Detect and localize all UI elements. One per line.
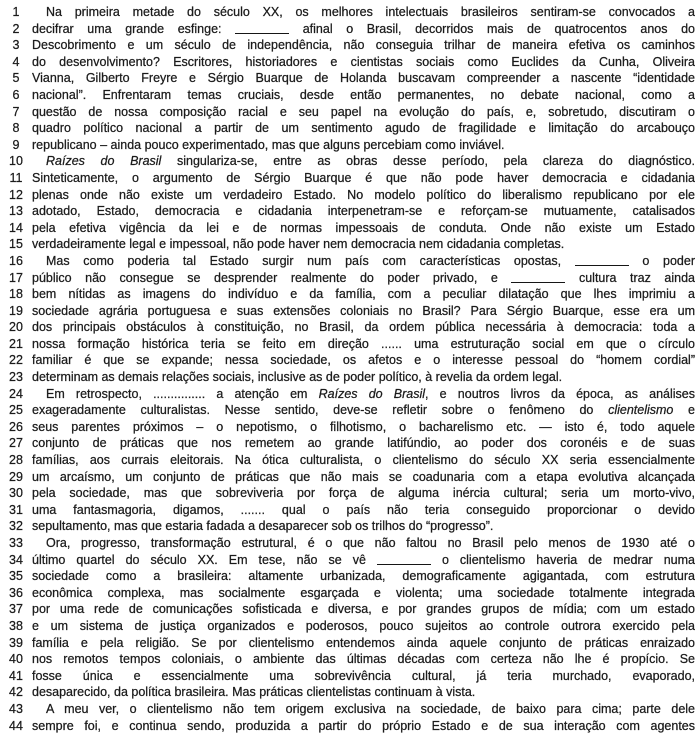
text-segment: , e noutros livros da época, as análises bbox=[425, 386, 695, 401]
text-line bbox=[4, 236, 695, 253]
text-line bbox=[4, 220, 695, 237]
line-number: 30 bbox=[9, 486, 23, 501]
line-number: 27 bbox=[9, 436, 23, 451]
text-line bbox=[4, 502, 695, 519]
line-number: 1 bbox=[12, 5, 20, 19]
line-number: 20 bbox=[9, 320, 23, 335]
line-text bbox=[32, 386, 695, 403]
line-text bbox=[32, 469, 695, 486]
line-number: 26 bbox=[9, 419, 23, 434]
line-text bbox=[32, 352, 695, 369]
line-text bbox=[32, 718, 695, 735]
text-segment: o poder bbox=[628, 253, 695, 268]
line-text bbox=[32, 4, 695, 21]
line-number: 41 bbox=[9, 668, 23, 683]
text-line bbox=[4, 120, 695, 137]
text-segment: A meu ver, o clientelismo não tem origem exclusiva na sociedade, de baixo para cima; parte dele bbox=[46, 701, 695, 716]
line-number: 11 bbox=[9, 170, 23, 185]
line-text bbox=[32, 585, 695, 602]
line-text bbox=[32, 535, 695, 552]
line-text bbox=[32, 552, 695, 569]
line-number: 14 bbox=[9, 220, 23, 235]
line-text bbox=[32, 502, 695, 519]
text-segment: conjunto de práticas que nos remetem ao grande latifúndio, ao poder dos coronéis e de suas bbox=[32, 436, 695, 451]
line-text bbox=[32, 236, 695, 253]
text-line bbox=[4, 369, 695, 386]
text-line bbox=[4, 684, 695, 701]
text-line bbox=[4, 319, 695, 336]
line-number: 21 bbox=[9, 336, 23, 351]
line-number: 3 bbox=[12, 38, 20, 53]
line-number: 24 bbox=[9, 386, 23, 401]
text-segment: Raízes do Brasil bbox=[318, 386, 426, 401]
line-text bbox=[32, 37, 695, 54]
text-segment: família e pela religião. Se por clientelismo entendemos ainda aquele conjunto de práticas enraizado bbox=[32, 635, 695, 650]
text-segment: do desenvolvimento? Escritores, historiadores e cientistas sociais como Euclides da Cunha, Oliveira bbox=[32, 54, 695, 69]
line-number: 42 bbox=[9, 685, 23, 700]
text-segment: Ora, progresso, transformação estrutural, é o que não faltou no Brasil pelo menos de 1930 até o bbox=[46, 536, 695, 550]
text-line bbox=[4, 452, 695, 469]
line-text bbox=[32, 220, 695, 237]
text-line bbox=[4, 270, 695, 287]
text-segment: desaparecido, da política brasileira. Mas práticas clientelistas continuam à vista. bbox=[32, 685, 476, 700]
text-segment: republicano – ainda pouco experimentado, mas que alguns percebiam como inviável. bbox=[32, 137, 505, 152]
line-text bbox=[32, 435, 695, 452]
text-line bbox=[4, 303, 695, 320]
line-number: 28 bbox=[9, 453, 23, 468]
line-number: 25 bbox=[9, 403, 23, 418]
line-number: 12 bbox=[9, 187, 23, 202]
text-segment: Vianna, Gilberto Freyre e Sérgio Buarque de Holanda buscavam compreender a nascente “identidade bbox=[32, 71, 695, 86]
text-line bbox=[4, 187, 695, 204]
line-text bbox=[32, 286, 695, 303]
text-segment: bem nítidas as imagens do indivíduo e da família, com a peculiar dilatação que lhes imprimiu a bbox=[32, 287, 695, 302]
text-line bbox=[4, 635, 695, 652]
text-line bbox=[4, 37, 695, 54]
text-line bbox=[4, 386, 695, 403]
line-number: 18 bbox=[9, 287, 23, 302]
text-segment: um arcaísmo, um conjunto de práticas que não mais se coadunaria com a etapa evolutiva alcançada bbox=[32, 469, 695, 484]
line-number: 8 bbox=[12, 121, 20, 136]
text-segment: sepultamento, mas que estaria fadada a desaparecer sob os trilhos do “progresso”. bbox=[32, 519, 494, 534]
line-text bbox=[32, 270, 695, 287]
line-number: 15 bbox=[9, 237, 23, 252]
line-text bbox=[32, 618, 695, 635]
line-number: 43 bbox=[9, 701, 23, 716]
text-line bbox=[4, 419, 695, 436]
text-segment: e um sistema de justiça organizados e poderosos, pouco sujeitos ao controle outrora exercido pela bbox=[32, 618, 695, 633]
text-line bbox=[4, 535, 695, 552]
line-text bbox=[32, 303, 695, 320]
text-line bbox=[4, 4, 695, 21]
text-line bbox=[4, 153, 695, 170]
text-segment: Em retrospecto, ............... a atenção em bbox=[46, 386, 319, 401]
text-line bbox=[4, 718, 695, 735]
line-text bbox=[32, 203, 695, 220]
text-line bbox=[4, 104, 695, 121]
text-segment: afinal o Brasil, decorridos mais de quatrocentos anos do bbox=[289, 21, 695, 36]
line-text bbox=[32, 485, 695, 502]
text-line bbox=[4, 170, 695, 187]
text-segment: quadro político nacional a partir de um sentimento agudo de fragilidade e limitação do arcabouço bbox=[32, 121, 695, 136]
line-number: 40 bbox=[9, 652, 23, 667]
line-text bbox=[32, 651, 695, 668]
text-segment: dos principais obstáculos à constituição, no Brasil, da ordem pública necessária à democracia: toda a bbox=[32, 320, 695, 335]
fill-in-blank-line bbox=[377, 562, 431, 565]
text-line bbox=[4, 137, 695, 154]
line-number: 22 bbox=[9, 353, 23, 368]
text-line bbox=[4, 701, 695, 718]
line-number: 17 bbox=[9, 270, 23, 285]
text-segment: sociedade agrária portuguesa e suas extensões coloniais no Brasil? Para Sérgio Buarque, esse era um bbox=[32, 303, 695, 318]
text-line bbox=[4, 402, 695, 419]
text-segment: último quartel do século XX. Em tese, não se vê bbox=[32, 552, 377, 567]
line-text bbox=[32, 87, 695, 104]
text-line bbox=[4, 203, 695, 220]
fill-in-blank-line bbox=[235, 31, 289, 34]
line-number: 7 bbox=[12, 104, 20, 119]
text-line bbox=[4, 568, 695, 585]
line-text bbox=[32, 701, 695, 718]
line-text bbox=[32, 104, 695, 121]
line-text bbox=[32, 601, 695, 618]
text-line bbox=[4, 435, 695, 452]
line-text bbox=[32, 452, 695, 469]
text-segment: clientelismo bbox=[608, 403, 674, 418]
text-line bbox=[4, 352, 695, 369]
line-text bbox=[32, 21, 695, 38]
line-number: 33 bbox=[9, 536, 23, 550]
line-number: 37 bbox=[9, 602, 23, 617]
text-segment: nos remotos tempos coloniais, o ambiente das últimas décadas com certeza não lhe é propício. Se bbox=[32, 652, 695, 667]
text-lines bbox=[4, 4, 695, 734]
text-segment: uma fantasmagoria, digamos, ....... qual o país não teria conseguido proporcionar o devido bbox=[32, 502, 695, 517]
line-text bbox=[32, 137, 695, 154]
text-line bbox=[4, 70, 695, 87]
line-number: 9 bbox=[12, 137, 20, 152]
line-text bbox=[32, 336, 695, 353]
line-text bbox=[32, 518, 695, 535]
text-segment: singulariza-se, entre as obras desse período, pela clareza do diagnóstico. bbox=[161, 154, 695, 169]
text-segment: nossa formação histórica teria se feito em direção ...... uma estruturação social em que o círculo bbox=[32, 336, 695, 351]
line-number: 13 bbox=[9, 204, 23, 219]
line-text bbox=[32, 170, 695, 187]
text-segment: plenas onde não existe um verdadeiro Estado. No modelo político do liberalismo republicano por ele bbox=[32, 187, 695, 202]
text-segment: Na primeira metade do século XX, os melhores intelectuais brasileiros sentiram-se convocados a bbox=[46, 5, 695, 19]
text-segment: famílias, aos currais eleitorais. Na ótica culturalista, o clientelismo do século XX seria essencialmente bbox=[32, 453, 695, 468]
text-segment: o clientelismo haveria de medrar numa bbox=[430, 552, 695, 567]
text-segment: e bbox=[673, 403, 695, 418]
line-number: 39 bbox=[9, 635, 23, 650]
text-line bbox=[4, 54, 695, 71]
line-text bbox=[32, 668, 695, 685]
line-text bbox=[32, 419, 695, 436]
text-line bbox=[4, 253, 695, 270]
line-number: 10 bbox=[9, 154, 23, 169]
fill-in-blank-line bbox=[511, 280, 565, 283]
text-segment: nacional”. Enfrentaram temas cruciais, desde então permanentes, no debate nacional, como a bbox=[32, 87, 695, 102]
text-segment: econômica complexa, mas socialmente esgarçada e violenta; uma sociedade totalmente integrada bbox=[32, 585, 695, 600]
line-number: 36 bbox=[9, 585, 23, 600]
line-text bbox=[32, 153, 695, 170]
text-segment: sempre foi, e continua sendo, produzida a partir do próprio Estado e de sua interação com agentes bbox=[32, 718, 695, 733]
text-segment: seus parentes próximos – o nepotismo, o filhotismo, o bacharelismo etc. — isto é, todo aquele bbox=[32, 419, 695, 434]
text-segment: fosse única e essencialmente uma sobrevivência cultural, já teria murchado, evaporado, bbox=[32, 668, 695, 683]
text-segment: Mas como poderia tal Estado surgir num país com características opostas, bbox=[46, 253, 575, 268]
text-segment: adotado, Estado, democracia e cidadania interpenetram-se e reforçam-se mutuamente, catalisados bbox=[32, 204, 695, 219]
line-text bbox=[32, 120, 695, 137]
line-number: 6 bbox=[12, 87, 20, 102]
text-line bbox=[4, 21, 695, 38]
text-line bbox=[4, 552, 695, 569]
text-line bbox=[4, 286, 695, 303]
text-segment: verdadeiramente legal e impessoal, não pode haver nem democracia nem cidadania completas. bbox=[32, 237, 565, 252]
line-number: 31 bbox=[9, 502, 23, 517]
text-segment: pela sociedade, mas que sobreviveria por força de alguma inércia cultural; seria um morto-vivo, bbox=[32, 486, 695, 501]
line-number: 2 bbox=[12, 21, 20, 36]
line-number: 35 bbox=[9, 569, 23, 584]
line-number: 19 bbox=[9, 303, 23, 318]
text-line bbox=[4, 485, 695, 502]
text-segment: por uma rede de comunicações sofisticada e diversa, e por grandes grupos de mídia; com um estado bbox=[32, 602, 695, 617]
line-text bbox=[32, 54, 695, 71]
text-line bbox=[4, 668, 695, 685]
line-text bbox=[32, 568, 695, 585]
line-text bbox=[32, 187, 695, 204]
line-number: 23 bbox=[9, 370, 23, 385]
line-number: 29 bbox=[9, 469, 23, 484]
fill-in-blank-line bbox=[575, 263, 629, 266]
line-text bbox=[32, 635, 695, 652]
text-line bbox=[4, 651, 695, 668]
text-segment: Raízes do Brasil bbox=[46, 154, 162, 169]
line-text bbox=[32, 319, 695, 336]
line-text bbox=[32, 70, 695, 87]
text-line bbox=[4, 518, 695, 535]
text-segment: Descobrimento e um século de independência, não conseguia trilhar de maneira efetiva os caminhos bbox=[32, 38, 695, 53]
text-segment: questão de nossa composição racial e seu papel na evolução do país, e, sobretudo, discutiram o bbox=[32, 104, 695, 119]
text-line bbox=[4, 469, 695, 486]
text-segment: cultura traz ainda bbox=[565, 270, 695, 285]
line-text bbox=[32, 402, 695, 419]
text-line bbox=[4, 618, 695, 635]
text-line bbox=[4, 336, 695, 353]
line-number: 44 bbox=[9, 718, 23, 733]
text-segment: Sinteticamente, o argumento de Sérgio Buarque é que não pode haver democracia e cidadania bbox=[32, 170, 695, 185]
line-number: 38 bbox=[9, 618, 23, 633]
text-segment: familiar é que se expande; nessa sociedade, os afetos e o interesse pessoal do “homem cordial” bbox=[32, 353, 695, 368]
line-number: 4 bbox=[12, 54, 20, 69]
text-segment: determinam as demais relações sociais, inclusive as de poder político, à revelia da ordem legal. bbox=[32, 370, 563, 385]
line-number: 5 bbox=[12, 71, 20, 86]
text-segment: sociedade como a brasileira: altamente urbanizada, demograficamente agigantada, com estrutura bbox=[32, 569, 695, 584]
line-number: 16 bbox=[9, 253, 23, 268]
text-line bbox=[4, 585, 695, 602]
text-line bbox=[4, 601, 695, 618]
line-text bbox=[32, 369, 695, 386]
text-line bbox=[4, 87, 695, 104]
line-number: 32 bbox=[9, 519, 23, 534]
line-text bbox=[32, 684, 695, 701]
text-segment: pela efetiva vigência da lei e de normas impessoais de conduta. Onde não existe um Estado bbox=[32, 220, 695, 235]
text-segment: exageradamente culturalistas. Nesse sentido, deve-se refletir sobre o fenômeno do bbox=[32, 403, 609, 418]
text-segment: público não consegue se desprender realmente do poder privado, e bbox=[32, 270, 512, 285]
line-text bbox=[32, 253, 695, 270]
line-number: 34 bbox=[9, 552, 23, 567]
text-segment: decifrar uma grande esfinge: bbox=[32, 21, 236, 36]
